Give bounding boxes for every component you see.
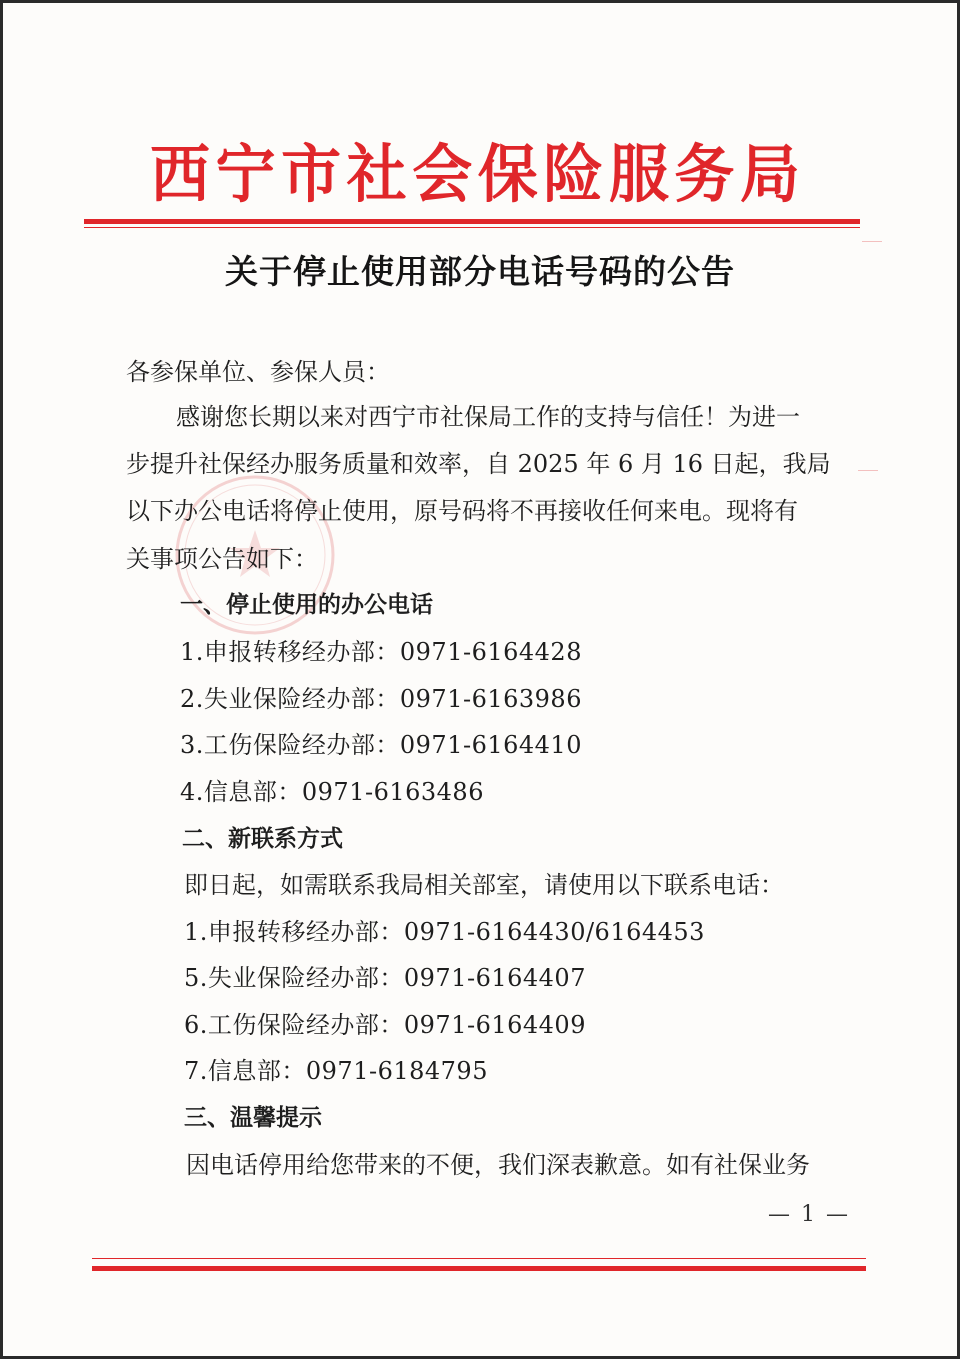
header-red-rule-thick (84, 219, 860, 224)
masthead-char: 西 (150, 138, 210, 212)
scan-mark (858, 470, 878, 471)
intro-line: 关事项公告如下： (126, 545, 318, 573)
masthead-char: 务 (674, 138, 735, 212)
masthead-char: 保 (477, 138, 538, 212)
intro-line: 感谢您长期以来对西宁市社保局工作的支持与信任！为进一 (176, 403, 800, 431)
intro-line: 以下办公电话将停止使用，原号码将不再接收任何来电。现将有 (126, 497, 798, 525)
stopped-phone-item: 4.信息部：0971-6163486 (180, 778, 484, 806)
stopped-phone-item: 1.申报转移经办部：0971-6164428 (180, 638, 582, 666)
header-red-rule-thin (84, 227, 860, 228)
stopped-phone-item: 2.失业保险经办部：0971-6163986 (180, 685, 582, 713)
masthead-char: 市 (281, 138, 342, 212)
new-phone-item: 1.申报转移经办部：0971-6164430/6164453 (184, 918, 705, 946)
section-intro: 即日起，如需联系我局相关部室，请使用以下联系电话： (184, 871, 784, 899)
intro-line: 步提升社保经办服务质量和效率，自 2025 年 6 月 16 日起，我局 (126, 450, 831, 478)
section-heading: 一、停止使用的办公电话 (180, 592, 433, 618)
new-phone-item: 5.失业保险经办部：0971-6164407 (184, 964, 586, 992)
scan-mark (862, 241, 882, 242)
footer-red-rule-thick (92, 1266, 866, 1271)
section-text: 因电话停用给您带来的不便，我们深表歉意。如有社保业务 (186, 1151, 810, 1179)
section-heading: 三、温馨提示 (184, 1105, 322, 1131)
page-number: — 1 — (768, 1202, 850, 1227)
new-phone-item: 6.工伤保险经办部：0971-6164409 (184, 1011, 586, 1039)
masthead (150, 133, 800, 217)
new-phone-item: 7.信息部：0971-6184795 (184, 1057, 488, 1085)
salutation: 各参保单位、参保人员： (126, 358, 390, 386)
masthead-char: 服 (608, 138, 669, 212)
masthead-char: 险 (543, 138, 604, 212)
masthead-char: 社 (346, 138, 407, 212)
masthead-char: 宁 (215, 138, 276, 212)
scan-border-top (0, 0, 960, 3)
masthead-char: 局 (739, 138, 800, 212)
section-heading: 二、新联系方式 (182, 826, 343, 852)
footer-red-rule-thin (92, 1258, 866, 1259)
scan-border-left (0, 0, 3, 1359)
stopped-phone-item: 3.工伤保险经办部：0971-6164410 (180, 731, 582, 759)
notice-title: 关于停止使用部分电话号码的公告 (225, 252, 735, 291)
masthead-char: 会 (412, 138, 473, 212)
